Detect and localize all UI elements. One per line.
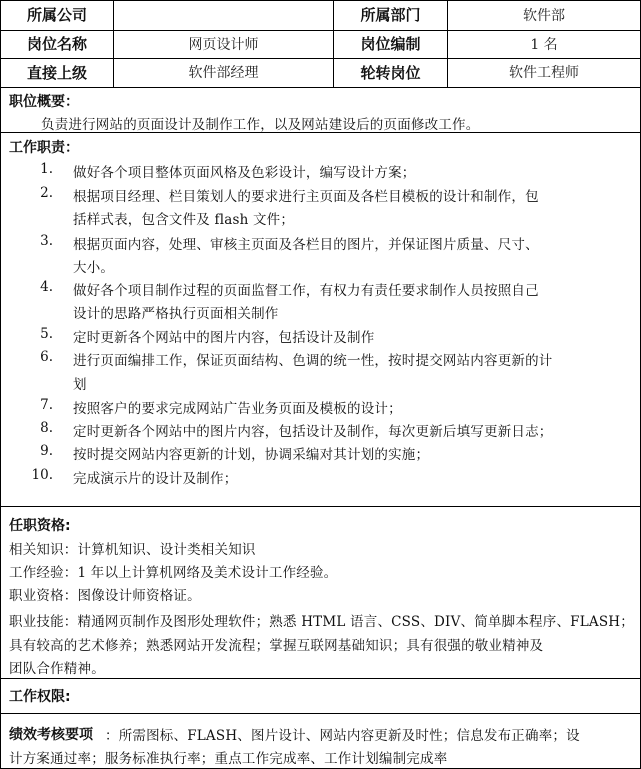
- headcount-value: 1 名: [530, 36, 558, 53]
- superior-value: 软件部经理: [188, 65, 259, 81]
- section-divider: [1, 506, 640, 507]
- duty-text: 完成演示片的设计及制作；: [73, 471, 238, 487]
- certificate-text: 职业资格：图像设计师资格证。: [9, 588, 201, 604]
- knowledge-text: 相关知识：计算机知识、设计类相关知识: [9, 542, 256, 558]
- summary-title: 职位概要：: [9, 94, 79, 110]
- section-divider: [1, 678, 640, 679]
- duty-number: 9.: [40, 443, 53, 459]
- headcount-label: 岗位编制: [360, 35, 421, 53]
- authority-title: 工作权限:: [9, 689, 71, 705]
- duty-text: 定时更新各个网站中的图片内容，包括设计及制作: [73, 330, 375, 346]
- kpi-text: ：所需图标、FLASH、图片设计、网站内容更新及时性；信息发布正确率；设: [105, 728, 580, 744]
- duty-number: 6.: [40, 349, 53, 365]
- duty-number: 4.: [40, 279, 53, 295]
- department-value: 软件部: [523, 7, 565, 24]
- position-label: 岗位名称: [26, 35, 87, 53]
- duty-text: 根据项目经理、栏目策划人的要求进行主页面及各栏目模板的设计和制作，包: [73, 189, 539, 205]
- duty-number: 5.: [40, 326, 53, 342]
- duty-text: 根据页面内容，处理、审核主页面及各栏目的图片，并保证图片质量、尺寸、: [73, 237, 539, 253]
- duty-number: 3.: [40, 233, 53, 249]
- superior-label: 直接上级: [26, 63, 87, 82]
- duty-number: 2.: [40, 185, 53, 201]
- duty-number: 8.: [40, 420, 53, 436]
- duty-text: 进行页面编排工作，保证页面结构、色调的统一性，按时提交网站内容更新的计: [73, 353, 553, 369]
- skills-text: 团队合作精神。: [9, 661, 105, 677]
- company-value: [114, 1, 333, 30]
- qualifications-title: 任职资格:: [9, 518, 71, 534]
- kpi-title: 绩效考核要项: [9, 727, 93, 743]
- duty-text: 按照客户的要求完成网站广告业务页面及模板的设计；: [73, 401, 402, 417]
- duty-text: 定时更新各个网站中的图片内容，包括设计及制作，每次更新后填写更新日志；: [73, 424, 553, 440]
- duty-text: 做好各个项目整体页面风格及色彩设计，编写设计方案；: [73, 165, 416, 181]
- summary-text: 负责进行网站的页面设计及制作工作，以及网站建设后的页面修改工作。: [41, 117, 480, 133]
- skills-text: 具有较高的艺术修养；熟悉网站开发流程；掌握互联网基础知识；具有很强的敬业精神及: [9, 638, 544, 654]
- rotation-label: 轮转岗位: [360, 63, 421, 82]
- section-divider: [1, 713, 640, 714]
- experience-text: 工作经验：1 年以上计算机网络及美术设计工作经验。: [9, 565, 338, 581]
- company-label: 所属公司: [26, 6, 87, 24]
- kpi-text: 计方案通过率；服务标准执行率；重点工作完成率、工作计划编制完成率: [9, 751, 448, 767]
- skills-text: 职业技能：精通网页制作及图形处理软件；熟悉 HTML 语言、CSS、DIV、简单脚本程序、FLASH；: [9, 614, 634, 630]
- row-divider: [1, 87, 640, 88]
- duties-title: 工作职责：: [9, 140, 79, 156]
- duty-text: 划: [73, 377, 87, 393]
- duty-number: 7.: [40, 397, 53, 413]
- duty-text: 括样式表，包含文件及 flash 文件；: [73, 212, 295, 228]
- duty-number: 10.: [31, 467, 53, 483]
- department-label: 所属部门: [360, 6, 421, 24]
- duty-text: 做好各个项目制作过程的页面监督工作，有权力有责任要求制作人员按照自己: [73, 283, 539, 299]
- position-value: 网页设计师: [188, 36, 259, 53]
- duty-text: 按时提交网站内容更新的计划，协调采编对其计划的实施；: [73, 447, 430, 463]
- duty-text: 大小。: [73, 260, 115, 276]
- duty-text: 设计的思路严格执行页面相关制作: [73, 306, 279, 322]
- rotation-value: 软件工程师: [509, 65, 579, 81]
- duty-number: 1.: [40, 161, 53, 177]
